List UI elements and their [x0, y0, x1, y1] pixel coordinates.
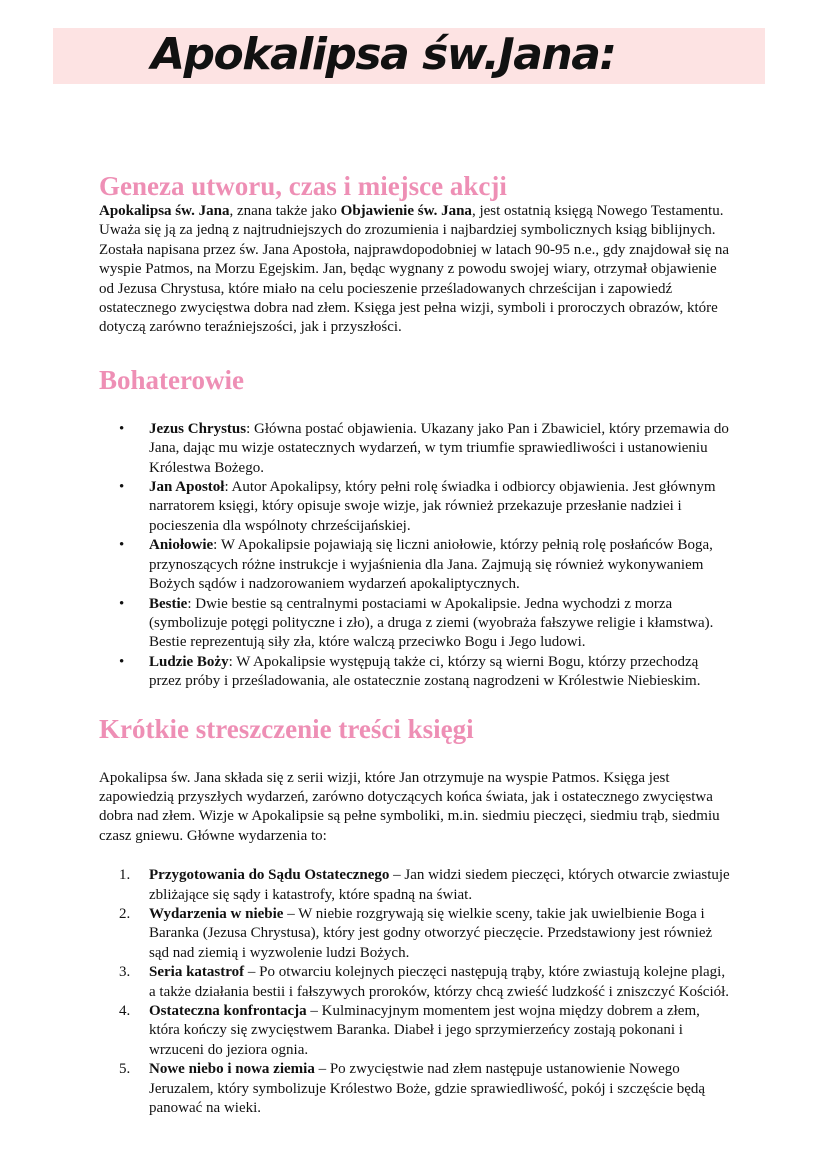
list-item: 5. Nowe niebo i nowa ziemia – Po zwycięstwie nad złem następuje ustanowienie Nowego Jeruzalem, który symbolizuje Królestwo Boże, gdzie sprawiedliwość, pokój i szczęście będą panować na wieki.: [119, 1061, 706, 1117]
section-heading-genesis: Geneza utworu, czas i miejsce akcji: [99, 171, 507, 201]
bold-term: Objawienie św. Jana: [340, 203, 472, 219]
list-item: • Jan Apostoł: Autor Apokalipsy, który pełni rolę świadka i odbiorcy objawienia. Jest głównym narratorem księgi, który opisuje swoje wizje, jak również przekazuje przesłanie nadziei i pocieszenia dla wspólnoty chrześcijańskiej.: [119, 479, 716, 534]
bullet-icon: •: [119, 537, 125, 554]
section-heading-summary: Krótkie streszczenie treści księgi: [99, 713, 474, 744]
bold-term: Apokalipsa św. Jana: [99, 203, 230, 219]
list-item: • Bestie: Dwie bestie są centralnymi postaciami w Apokalipsie. Jedna wychodzi z morza (symbolizuje potęgi polityczne i zło), a druga z ziemi (wyobraża fałszywe religie i kłamstwa). Bestie reprezentują siły zła, które walczą przeciwko Bogu i Jego ludowi.: [119, 595, 714, 651]
list-item: 1. Przygotowania do Sądu Ostatecznego – Jan widzi siedem pieczęci, których otwarcie zwiastuje zbliżające się sądy i katastrofy, które spadną na świat.: [119, 867, 730, 903]
list-item: • Ludzie Boży: W Apokalipsie występują także ci, którzy są wierni Bogu, którzy przechodzą przez próby i prześladowania, ale ostatecznie zostaną nagrodzeni w Królestwie Niebieskim.: [119, 653, 701, 690]
events-list: [99, 866, 731, 1118]
list-item: • Jezus Chrystus: Główna postać objawienia. Ukazany jako Pan i Zbawiciel, który przemawia do Jana, dając mu wizje ostatecznych wydarzeń, w tym triumfie sprawiedliwości i ustanowieniu Królestwa Bożego.: [119, 420, 729, 476]
bullet-icon: •: [119, 653, 125, 670]
bullet-icon: •: [119, 420, 125, 437]
list-item: 4. Ostateczna konfrontacja – Kulminacyjnym momentem jest wojna między dobrem a złem, która kończy się zwycięstwem Baranka. Diabeł i jego sprzymierzeńcy zostają pokonani i wrzuceni do jeziora ognia.: [119, 1003, 700, 1058]
list-item: 2. Wydarzenia w niebie – W niebie rozgrywają się wielkie sceny, takie jak uwielbienie Boga i Baranka (Jezusa Chrystusa), który jest godny otworzyć pieczęcie. Przedstawiony jest również sąd nad ziemią i wyzwolenie ludzi Bożych.: [119, 905, 713, 961]
bullet-icon: •: [119, 479, 125, 496]
document-body: [99, 170, 731, 1118]
characters-list: [99, 420, 731, 692]
list-item: • Aniołowie: W Apokalipsie pojawiają się liczni aniołowie, którzy pełnią rolę posłańców Boga, przynoszących różne instrukcje i wyjaśnienia dla Jana. Zajmują się również wykonywaniem Bożych sądów i nadzorowaniem wydarzeń apokaliptycznych.: [119, 537, 713, 593]
page-title: Apokalipsa św.Jana:: [151, 29, 616, 80]
section-heading-characters: Bohaterowie: [99, 364, 244, 395]
genesis-paragraph: Apokalipsa św. Jana, znana także jako Objawienie św. Jana, jest ostatnią księgą Nowego Testamentu. Uważa się ją za jedną z najtrudniejszych do zrozumienia i najbardziej symbolicznych ksiąg biblijnych. Została napisana przez św. Jana Apostoła, najprawdopodobniej w latach 90-95 n.e., gdy znajdował się na wyspie Patmos, na Morzu Egejskim. Jan, będąc wygnany z powodu swojej wiary, otrzymał objawienie od Jezusa Chrystusa, które miało na celu pocieszenie prześladowanych chrześcijan i zapowiedź ostatecznego zwycięstwa dobra nad złem. Księga jest pełna wizji, symboli i proroczych obrazów, które dotyczą zarówno teraźniejszości, jak i przyszłości.: [99, 203, 730, 336]
list-item: 3. Seria katastrof – Po otwarciu kolejnych pieczęci następują trąby, które zwiastują kolejne plagi, a także działania bestii i fałszywych proroków, którzy chcą zwieść ludzkość i zniszczyć Kościół.: [119, 964, 730, 1000]
summary-paragraph: Apokalipsa św. Jana składa się z serii wizji, które Jan otrzymuje na wyspie Patmos. Księga jest zapowiedzią przyszłych wydarzeń, zarówno dotyczących końca świata, jak i ostatecznego zwycięstwa dobra nad złem. Wizje w Apokalipsie są pełne symboliki, m.in. siedmiu pieczęci, siedmiu trąb, siedmiu czasz gniewu. Główne wydarzenia to:: [99, 769, 720, 844]
bullet-icon: •: [119, 595, 125, 612]
